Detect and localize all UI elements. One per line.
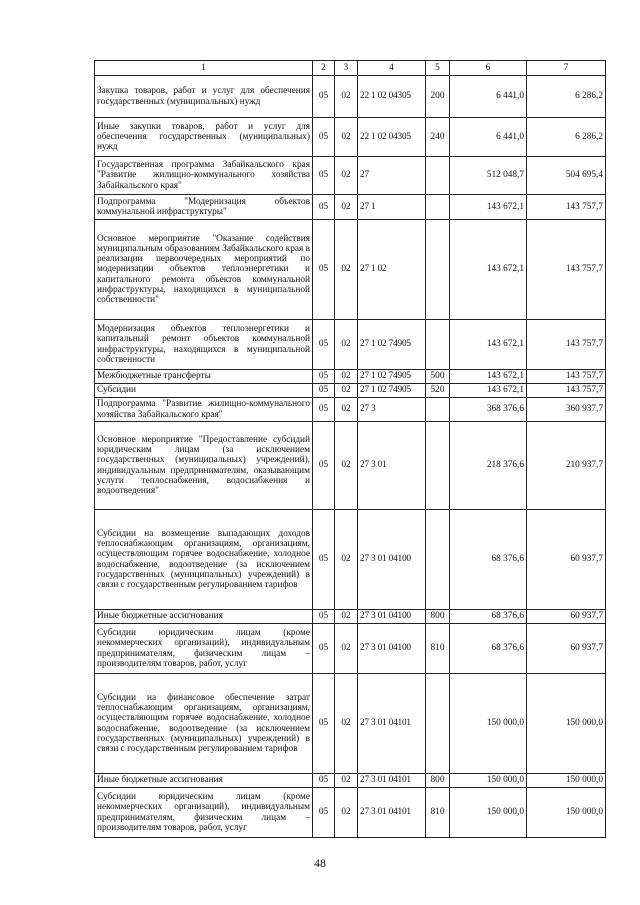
row-amount-2: 143 757,7: [527, 220, 606, 320]
header-cell: 1: [95, 61, 313, 76]
row-expense-type: 520: [426, 384, 450, 398]
row-name: Субсидии юридическим лицам (кроме некоммерческих организаций), индивидуальным предпринимателям, физическим лицам – производителям товаров, работ, услуг: [95, 624, 313, 674]
header-cell: 7: [527, 61, 606, 76]
row-name: Субсидии на возмещение выпадающих доходов теплоснабжающим организациям, организациям, осуществляющим горячее водоснабжение, холодное водоснабжение, водоотведение (за исключением государственных (муниципальных) учреждений) в связи с государственным регулированием тарифов: [95, 510, 313, 610]
table-header-row: [95, 61, 606, 76]
row-target-article: 22 1 02 04305: [358, 76, 426, 118]
row-section: 05: [313, 788, 335, 838]
row-amount-1: 143 672,1: [450, 384, 527, 398]
row-name: Основное мероприятие "Предоставление субсидий юридическим лицам (за исключением государственных (муниципальных) учреждений), индивидуальным предпринимателям, оказывающим услуги теплоснабжения, водоснабжения и водоотведения": [95, 422, 313, 510]
table-row: [95, 320, 606, 370]
row-target-article: 22 1 02 04305: [358, 118, 426, 157]
table-row: [95, 788, 606, 838]
table-row: [95, 422, 606, 510]
row-name: Субсидии юридическим лицам (кроме некоммерческих организаций), индивидуальным предпринимателям, физическим лицам – производителям товаров, работ, услуг: [95, 788, 313, 838]
row-section: 05: [313, 320, 335, 370]
row-expense-type: 240: [426, 118, 450, 157]
table-row: [95, 157, 606, 195]
row-expense-type: 800: [426, 774, 450, 788]
row-expense-type: [426, 510, 450, 610]
row-section: 05: [313, 610, 335, 624]
row-section: 05: [313, 398, 335, 422]
row-expense-type: [426, 674, 450, 774]
row-name: Подпрограмма "Развитие жилищно-коммунального хозяйства Забайкальского края": [95, 398, 313, 422]
table-row: [95, 510, 606, 610]
row-subsection: 02: [335, 220, 358, 320]
row-name: Субсидии: [95, 384, 313, 398]
header-cell: 6: [450, 61, 527, 76]
table-row: [95, 624, 606, 674]
row-amount-2: 143 757,7: [527, 195, 606, 220]
header-cell: 3: [335, 61, 358, 76]
row-subsection: 02: [335, 510, 358, 610]
row-section: 05: [313, 118, 335, 157]
row-name: Модернизация объектов теплоэнергетики и капитальный ремонт объектов коммунальной инфраструктуры, находящихся в муниципальной собственности: [95, 320, 313, 370]
row-target-article: 27 3 01 04100: [358, 510, 426, 610]
row-expense-type: 800: [426, 610, 450, 624]
row-amount-2: 6 286,2: [527, 118, 606, 157]
row-subsection: 02: [335, 422, 358, 510]
table-row: [95, 195, 606, 220]
row-section: 05: [313, 624, 335, 674]
row-target-article: 27 1 02: [358, 220, 426, 320]
table-row: [95, 674, 606, 774]
table-row: [95, 370, 606, 384]
table-row: [95, 220, 606, 320]
row-target-article: 27 1 02 74905: [358, 384, 426, 398]
row-section: 05: [313, 220, 335, 320]
row-amount-2: 60 937,7: [527, 610, 606, 624]
row-amount-1: 6 441,0: [450, 118, 527, 157]
row-expense-type: [426, 398, 450, 422]
row-target-article: 27 3 01 04100: [358, 624, 426, 674]
row-name: Иные бюджетные ассигнования: [95, 610, 313, 624]
row-subsection: 02: [335, 320, 358, 370]
row-target-article: 27 3 01 04101: [358, 674, 426, 774]
table-row: [95, 774, 606, 788]
row-amount-1: 143 672,1: [450, 320, 527, 370]
table-row: [95, 76, 606, 118]
row-amount-1: 150 000,0: [450, 674, 527, 774]
row-name: Субсидии на финансовое обеспечение затрат теплоснабжающим организациям, организациям, осуществляющим горячее водоснабжение, холодное водоснабжение, водоотведение (за исключением государственных (муниципальных) учреждений) в связи с государственным регулированием тарифов: [95, 674, 313, 774]
row-expense-type: 200: [426, 76, 450, 118]
row-amount-1: 150 000,0: [450, 774, 527, 788]
row-amount-1: 218 376,6: [450, 422, 527, 510]
row-subsection: 02: [335, 774, 358, 788]
row-section: 05: [313, 674, 335, 774]
row-target-article: 27: [358, 157, 426, 195]
row-amount-2: 150 000,0: [527, 788, 606, 838]
row-section: 05: [313, 510, 335, 610]
row-amount-1: 368 376,6: [450, 398, 527, 422]
row-amount-2: 360 937,7: [527, 398, 606, 422]
header-cell: 2: [313, 61, 335, 76]
row-amount-1: 68 376,6: [450, 510, 527, 610]
row-expense-type: [426, 157, 450, 195]
row-amount-1: 68 376,6: [450, 624, 527, 674]
table-row: [95, 398, 606, 422]
row-subsection: 02: [335, 674, 358, 774]
row-section: 05: [313, 384, 335, 398]
row-section: 05: [313, 157, 335, 195]
row-target-article: 27 3 01: [358, 422, 426, 510]
row-subsection: 02: [335, 157, 358, 195]
row-amount-2: 150 000,0: [527, 774, 606, 788]
header-cell: 4: [358, 61, 426, 76]
row-name: Закупка товаров, работ и услуг для обеспечения государственных (муниципальных) нужд: [95, 76, 313, 118]
row-amount-2: 143 757,7: [527, 370, 606, 384]
row-amount-1: 512 048,7: [450, 157, 527, 195]
row-name: Межбюджетные трансферты: [95, 370, 313, 384]
budget-table: [94, 60, 606, 838]
row-target-article: 27 1: [358, 195, 426, 220]
row-subsection: 02: [335, 624, 358, 674]
row-amount-1: 68 376,6: [450, 610, 527, 624]
row-amount-2: 60 937,7: [527, 624, 606, 674]
row-amount-1: 6 441,0: [450, 76, 527, 118]
row-amount-2: 143 757,7: [527, 320, 606, 370]
page-number: 48: [314, 856, 326, 870]
row-section: 05: [313, 76, 335, 118]
row-subsection: 02: [335, 610, 358, 624]
row-target-article: 27 3 01 04100: [358, 610, 426, 624]
row-target-article: 27 3: [358, 398, 426, 422]
row-name: Иные закупки товаров, работ и услуг для обеспечения государственных (муниципальных) нужд: [95, 118, 313, 157]
table-row: [95, 610, 606, 624]
row-target-article: 27 1 02 74905: [358, 320, 426, 370]
row-target-article: 27 3 01 04101: [358, 788, 426, 838]
row-amount-1: 143 672,1: [450, 220, 527, 320]
row-subsection: 02: [335, 370, 358, 384]
row-amount-2: 60 937,7: [527, 510, 606, 610]
row-amount-2: 143 757,7: [527, 384, 606, 398]
table-row: [95, 384, 606, 398]
row-section: 05: [313, 195, 335, 220]
row-expense-type: [426, 195, 450, 220]
row-subsection: 02: [335, 118, 358, 157]
row-expense-type: [426, 220, 450, 320]
row-expense-type: [426, 320, 450, 370]
row-expense-type: 810: [426, 624, 450, 674]
row-expense-type: [426, 422, 450, 510]
row-target-article: 27 1 02 74905: [358, 370, 426, 384]
row-subsection: 02: [335, 76, 358, 118]
row-expense-type: 500: [426, 370, 450, 384]
row-subsection: 02: [335, 398, 358, 422]
row-subsection: 02: [335, 195, 358, 220]
row-amount-2: 6 286,2: [527, 76, 606, 118]
row-name: Основное мероприятие "Оказание содействия муниципальным образованиям Забайкальского края в реализации первоочередных мероприятий по модернизации объектов теплоэнергетики и капитального ремонта объектов коммунальной инфраструктуры, находящихся в муниципальной собственности": [95, 220, 313, 320]
row-amount-1: 150 000,0: [450, 788, 527, 838]
row-amount-1: 143 672,1: [450, 370, 527, 384]
table-row: [95, 118, 606, 157]
row-name: Государственная программа Забайкальского края "Развитие жилищно-коммунального хозяйства Забайкальского края": [95, 157, 313, 195]
row-amount-1: 143 672,1: [450, 195, 527, 220]
row-amount-2: 210 937,7: [527, 422, 606, 510]
row-amount-2: 150 000,0: [527, 674, 606, 774]
row-target-article: 27 3 01 04101: [358, 774, 426, 788]
row-section: 05: [313, 370, 335, 384]
row-section: 05: [313, 774, 335, 788]
row-amount-2: 504 695,4: [527, 157, 606, 195]
row-name: Подпрограмма "Модернизация объектов коммунальной инфраструктуры": [95, 195, 313, 220]
row-name: Иные бюджетные ассигнования: [95, 774, 313, 788]
row-subsection: 02: [335, 788, 358, 838]
row-subsection: 02: [335, 384, 358, 398]
row-section: 05: [313, 422, 335, 510]
row-expense-type: 810: [426, 788, 450, 838]
header-cell: 5: [426, 61, 450, 76]
